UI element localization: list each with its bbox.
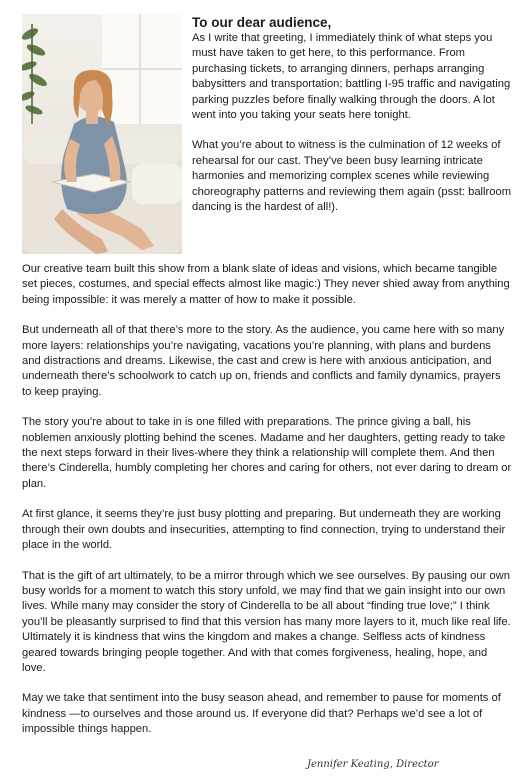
letter-intro [192, 31, 512, 230]
body-paragraph: Our creative team built this show from a blank slate of ideas and visions, which became tangible set pieces, costumes, and special effects almost like magic:) They never shied away from anything being impossible: it was merely a matter of how to make it possible. [22, 263, 510, 306]
director-portrait-photo [22, 14, 182, 254]
letter-body [22, 262, 512, 753]
intro-paragraph: As I write that greeting, I immediately think of what steps you must have taken to get here, to this performance. From purchasing tickets, to arranging dinners, perhaps arranging babysitters and transportation; battling I-95 traffic and navigating parking puzzles before finally walking through the doors. A lot went into you taking your seats here tonight. [192, 32, 511, 122]
body-paragraph: But underneath all of that there’s more to the story. As the audience, you came here with so many more layers: relationships you’re navigating, vacations you’re planning, with plans and burdens and distractions and dreams. Likewise, the cast and crew is here with anxious anticipation, and underneath there’s schoolwork to catch up on, friends and conflicts and family dynamics, prayers to keep praying. [22, 324, 505, 398]
body-paragraph: May we take that sentiment into the busy season ahead, and remember to pause for moments of kindness —to ourselves and those around us. If everyone did that? Perhaps we’d see a lot of impossible things happen. [22, 692, 501, 736]
body-paragraph: That is the gift of art ultimately, to be a mirror through which we see ourselves. By pausing our own busy worlds for a moment to watch this story unfold, we may find that we gain insight into our own lives. While many may consider the story of Cinderella to be all about “finding true love;” I think you’ll be pleasantly surprised to find that this version has many more layers to it, much like real life. Ultimately it is kindness that wins the kingdom and makes a change. Selfless acts of kindness geared towards bringing people together. And with that comes forgiveness, healing, hope, and love. [22, 569, 511, 674]
body-paragraph: The story you’re about to take in is one filled with preparations. The prince giving a ball, his noblemen anxiously plotting behind the scenes. Madame and her daughters, getting ready to take the next steps forward in their lives-where they think a relationship will complete them. And then there’s Cinderella, humbly completing her chores and caring for others, not ever daring to dream or plan. [22, 416, 512, 490]
body-paragraph: At first glance, it seems they’re just busy plotting and preparing. But underneath they are working through their own doubts and insecurities, attempting to find connection, trying to understand their place in the world. [22, 508, 506, 552]
portrait-photo-icon [22, 14, 182, 254]
director-signature: Jennifer Keating, Director [307, 759, 439, 770]
letter-greeting: To our dear audience, [192, 15, 332, 30]
intro-paragraph: What you’re about to witness is the culmination of 12 weeks of rehearsal for our cast. They’ve been busy learning intricate harmonies and memorizing complex scenes while reviewing choreography patterns and reviewing them again (psst: ballroom dancing is the hardest of all!). [192, 139, 512, 214]
